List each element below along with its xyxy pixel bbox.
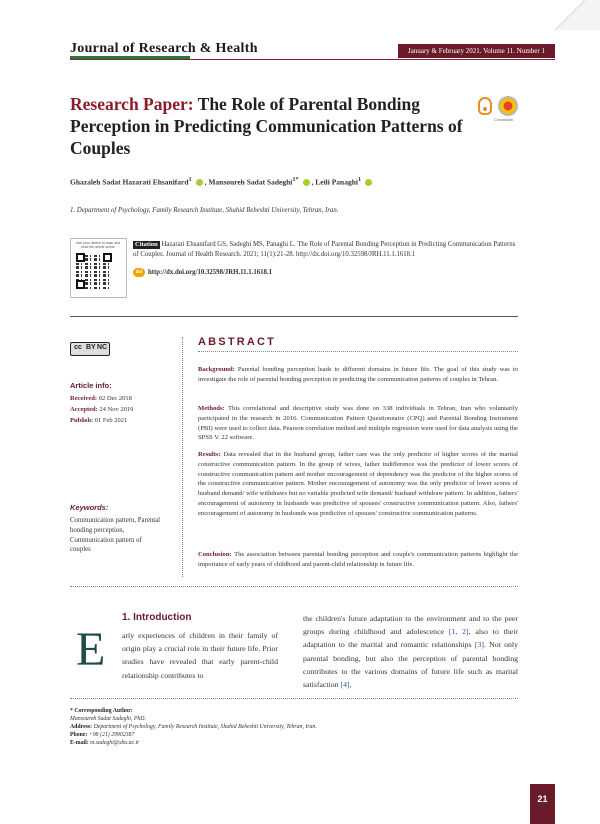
author-sup: 1: [357, 176, 362, 183]
email-label: E-mail:: [70, 740, 89, 746]
abstract-results: [198, 450, 518, 519]
by-icon: BY: [86, 344, 96, 351]
author-name: Leili Panaghi: [315, 177, 358, 187]
keywords-list: Communication pattern, Parental bonding perception, Communication pattern of couples: [70, 517, 161, 554]
abstract-heading: ABSTRACT: [198, 336, 277, 348]
nc-icon: NC: [97, 344, 108, 351]
author-name: Ghazaleh Sadat Hazarati Ehsanifard: [70, 177, 189, 187]
authors: Ghazaleh Sadat Hazarati Ehsanifard$^1$ , Mansoureh Sadat Sadeghi$^{1*}$ , Leili Panaghi$^1$: [70, 176, 374, 187]
qr-finder-icon: [76, 253, 85, 262]
address-value: Department of Psychology, Family Research Institute, Shahid Beheshti University, Tehran, Iran.: [93, 724, 317, 730]
citation: [133, 240, 518, 259]
page-curl: [540, 0, 600, 30]
methods-text: This correlational and descriptive study was done on 338 individuals in Tehran, Iran who voluntarily participated in the research in 2016. Communication Pattern Questionnaire (CPQ) and Parental Bonding Instrument (PBI) were used to collect data. Pearson correlation method and multiple regression were used for data analysis using the SPSS V. 22 software.: [198, 405, 518, 442]
open-access-icon: [478, 97, 492, 115]
accepted-date: 24 Nov 2019: [99, 406, 134, 413]
received-date: 02 Dec 2018: [98, 395, 132, 402]
footnote-rule: [70, 698, 518, 700]
reference-link[interactable]: [1,: [448, 627, 458, 637]
title-text: The Role of Parental Bonding Perception in Predicting Communication Patterns of Couples: [70, 94, 463, 158]
corresponding-heading: * Corresponding Author:: [70, 708, 133, 714]
keywords-heading: Keywords:: [70, 503, 109, 512]
qr-finder-icon: [76, 280, 85, 289]
page-number: 21: [537, 794, 548, 804]
page-number-box: [530, 784, 555, 824]
column-divider: [182, 337, 183, 577]
citation-text: Hazarati Ehsanifard GS, Sadeghi MS, Panaghi L. The Role of Parental Bonding Perception in Predicting Communication Patterns of Couples. Journal of Health Research. 2021; 11(1):21-28. http://dx.doi.org/10.32598/JRH.11.1.1618.1: [133, 241, 516, 258]
conclusion-text: The association between parental bonding perception and couple's communication patterns highlight the importance of early years of childhood and parent-child relationship in future life.: [198, 551, 519, 568]
journal-name: Journal of Research & Health: [70, 41, 258, 56]
article-title: [70, 93, 470, 159]
article-info: [70, 393, 133, 426]
methods-label: Methods:: [198, 405, 225, 412]
corresponding-name: Mansoureh Sadat Sadeghi, PhD.: [70, 716, 146, 722]
author-name: Mansoureh Sadat Sadeghi: [208, 177, 293, 187]
abstract-end-rule: [70, 586, 518, 588]
divider: [70, 316, 518, 317]
author-sup: 1*: [292, 176, 299, 183]
results-label: Results:: [198, 451, 221, 458]
intro-text: . Not only parental bonding, but also the perception of parental bonding contributes to the various domains of future life such as marital satisfaction: [303, 640, 519, 690]
crossmark-label: CrossMark: [494, 117, 514, 122]
intro-heading: 1. Introduction: [122, 612, 192, 623]
abstract-background: [198, 365, 518, 385]
background-text: Parental bonding perception leads to different domains in future life. The goal of this study was to investigate the role of parental bonding perception in predicting the communication patterns of couples in Tehran.: [198, 366, 518, 383]
doi-row[interactable]: [133, 268, 272, 277]
reference-link[interactable]: [3]: [474, 640, 484, 650]
affiliation: 1. Department of Psychology, Family Research Institute, Shahid Beheshti University, Tehran, Iran.: [70, 207, 339, 214]
orcid-icon[interactable]: [365, 179, 372, 186]
doi-link[interactable]: http://dx.doi.org/10.32598/JRH.11.1.1618.1: [148, 269, 273, 277]
cc-icon: cc: [74, 344, 82, 351]
background-label: Background:: [198, 366, 235, 373]
article-info-heading: Article info:: [70, 381, 112, 390]
reference-link[interactable]: 2]: [462, 627, 469, 637]
publish-label: Publish:: [70, 417, 94, 424]
intro-text: , also to their adaptation to the marital and romantic relationships: [303, 627, 518, 650]
header-rule: [70, 59, 555, 60]
phone-value: +98 (21) 29902387: [88, 732, 135, 738]
orcid-icon[interactable]: [303, 179, 310, 186]
corresponding-author: [70, 707, 450, 747]
reference-link[interactable]: [4]: [340, 680, 350, 690]
citation-tag: Citation: [135, 241, 158, 248]
results-text: Data revealed that in the husband group, father care was the only predictor of higher scores of the marital constructive communication pattern. In the group of wives, father indifference was the predictor of lower scores of constructive communication pattern and mother encouragement of dependency was the predictor of the higher scores of the constructive communication pattern. Mother encouragement of autonomy was the only predictor of lower scores of husband demand/ wife withdraws but no variable predicted wife demand/ husband withdraw pattern. In addition, fathers' encouragement of autonomy in husbands was predictive of spouses' constructive communication pattern. Also, fathers' encouragement of autonomy in husbands was predictive of spouses' constructive communication patterns.: [198, 451, 518, 517]
intro-column-2: [303, 612, 518, 691]
conclusion-label: Conclusion:: [198, 551, 232, 558]
intro-text: ,: [349, 680, 352, 690]
intro-column-1: arly experiences of children in their family of origin play a crucial role in their future life. Prior studies have revealed that early parent-child relationship contributes to: [122, 631, 278, 680]
author-sup: 1: [188, 176, 192, 183]
publish-date: 01 Feb 2021: [94, 417, 128, 424]
qr-finder-icon: [103, 253, 112, 262]
issue-bar: January & February 2021. Volume 11. Number 1: [398, 44, 555, 58]
email-value[interactable]: m.sadeghi@sbu.ac.ir: [90, 740, 140, 746]
qr-caption: Use your device to scan and read the article online: [75, 241, 121, 249]
phone-label: Phone:: [70, 732, 88, 738]
orcid-icon[interactable]: [196, 179, 203, 186]
abstract-rule: [198, 351, 518, 353]
cc-license-badge[interactable]: [70, 342, 110, 356]
intro-text: the children's future adaptation to the environment and to the peer groups during childhood and adolescence: [303, 614, 518, 637]
received-label: Received:: [70, 395, 98, 402]
abstract-conclusion: [198, 550, 518, 570]
abstract-methods: [198, 404, 518, 443]
address-label: Address:: [70, 724, 93, 730]
drop-cap: E: [76, 623, 106, 676]
crossmark-icon[interactable]: [498, 96, 518, 116]
accepted-label: Accepted:: [70, 406, 98, 413]
paper-type-label: Research Paper:: [70, 94, 194, 114]
doi-icon: doi: [133, 268, 145, 277]
